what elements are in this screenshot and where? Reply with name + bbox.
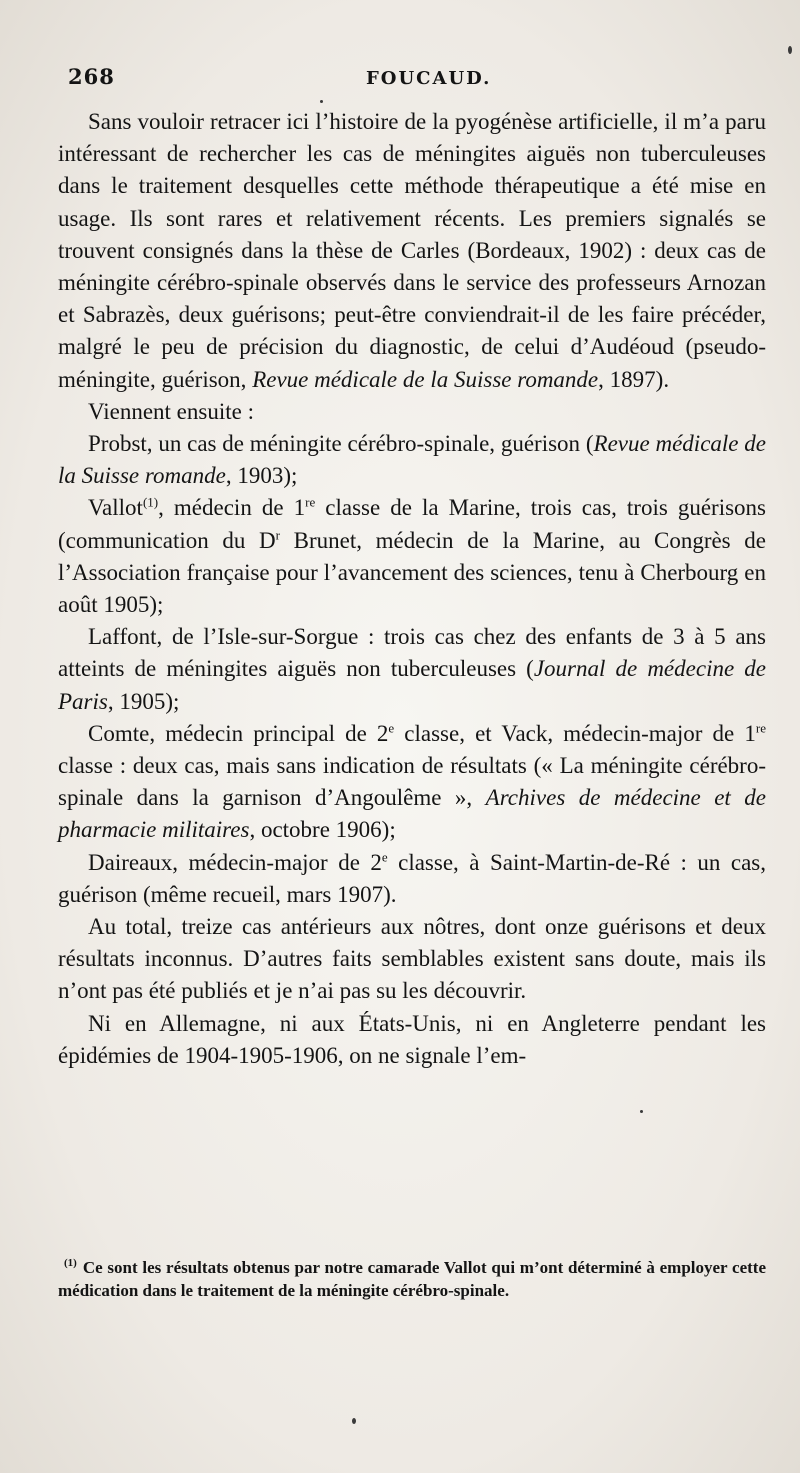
text-run: Daireaux, médecin-major de 2 <box>88 849 382 875</box>
italic-citation: Revue médicale de la Suisse romande <box>58 431 766 489</box>
superscript: re <box>755 720 766 736</box>
text-run: Comte, médecin principal de 2 <box>88 720 389 746</box>
page-number: 268 <box>68 64 115 89</box>
body-paragraph <box>58 847 766 911</box>
text-run: Brunet, médecin de la Marine, au Congrès de l’Association française pour l’avancement des sciences, tenu à Cherbourg en août 1905); <box>58 527 766 618</box>
italic-citation: Journal de médecine de Paris <box>58 656 766 714</box>
footnote-1 <box>58 1256 766 1302</box>
text-run: classe de la Marine, trois cas, trois guérisons (communication du D <box>58 495 766 553</box>
body-text <box>58 106 766 1072</box>
body-paragraph <box>58 492 766 621</box>
superscript: (1) <box>142 494 159 510</box>
text-run: Probst, un cas de méningite cérébro-spinale, guérison ( <box>88 431 594 457</box>
footnote-mark: (1) <box>64 1257 77 1270</box>
superscript: re <box>305 494 316 510</box>
text-run: classe : deux cas, mais sans indication de résultats (« La méningite cérébro-spinale dans la garnison d’Angoulême », <box>58 753 766 811</box>
text-run: Ni en Allemagne, ni aux États-Unis, ni en Angleterre pendant les épidémies de 1904-1905-1906, on ne signale l’em- <box>58 1010 766 1068</box>
body-paragraph <box>58 396 766 428</box>
footnotes <box>58 1256 766 1302</box>
superscript: e <box>381 849 388 865</box>
text-run: Laffont, de l’Isle-sur-Sorgue : trois cas chez des enfants de 3 à 5 ans atteints de méningites aiguës non tuberculeuses ( <box>58 624 766 682</box>
body-paragraph <box>58 1008 766 1072</box>
body-paragraph <box>58 911 766 1008</box>
scan-speck <box>352 1418 356 1424</box>
text-run: Sans vouloir retracer ici l’histoire de la pyogénèse artificielle, il m’a paru intéressant de rechercher les cas de méningites aiguës non tuberculeuses dans le traitement desquelles cette méthode thérapeutique a été mise en usage. Ils sont rares et relativement récents. Les premiers signalés se trouvent consignés dans la thèse de Carles (Bordeaux, 1902) : deux cas de méningite cérébro-spinale observés dans le service des professeurs Arnozan et Sabrazès, deux guérisons; peut-être conviendrait-il de les faire précéder, malgré le peu de précision du diagnostic, de celui d’Audéoud (pseudo-méningite, guérison, <box>58 109 766 392</box>
text-run: Vallot <box>88 495 143 521</box>
body-paragraph <box>58 718 766 847</box>
superscript: r <box>275 526 280 542</box>
text-run: , 1903); <box>225 463 298 489</box>
superscript: e <box>388 720 395 736</box>
text-run: , 1897). <box>598 366 670 392</box>
scan-speck <box>788 46 792 54</box>
text-run: , médecin de 1 <box>158 495 306 521</box>
body-paragraph <box>58 106 766 396</box>
text-run: Au total, treize cas antérieurs aux nôtres, dont onze guérisons et deux résultats inconnus. D’autres faits semblables existent sans doute, mais ils n’ont pas été publiés et je n’ai pas su les découvrir. <box>58 914 766 1004</box>
body-paragraph <box>58 428 766 492</box>
italic-citation: Revue médicale de la Suisse romande <box>252 366 599 392</box>
text-run: classe, et Vack, médecin-major de 1 <box>394 720 756 746</box>
body-paragraph <box>58 621 766 718</box>
footnote-text: Ce sont les résultats obtenus par notre camarade Vallot qui m’ont déterminé à employer cette médication dans le traitement de la méningite cérébro-spinale. <box>58 1258 766 1300</box>
text-run: , octobre 1906); <box>249 817 396 843</box>
italic-citation: Archives de médecine et de pharmacie militaires <box>58 785 766 843</box>
text-run: Viennent ensuite : <box>88 398 254 424</box>
running-head <box>68 64 770 94</box>
scan-speck <box>640 1110 643 1113</box>
running-title: FOUCAUD. <box>366 68 492 89</box>
text-run: classe, à Saint-Martin-de-Ré : un cas, guérison (même recueil, mars 1907). <box>58 849 766 907</box>
scan-speck <box>320 100 323 103</box>
text-run: , 1905); <box>107 688 180 714</box>
